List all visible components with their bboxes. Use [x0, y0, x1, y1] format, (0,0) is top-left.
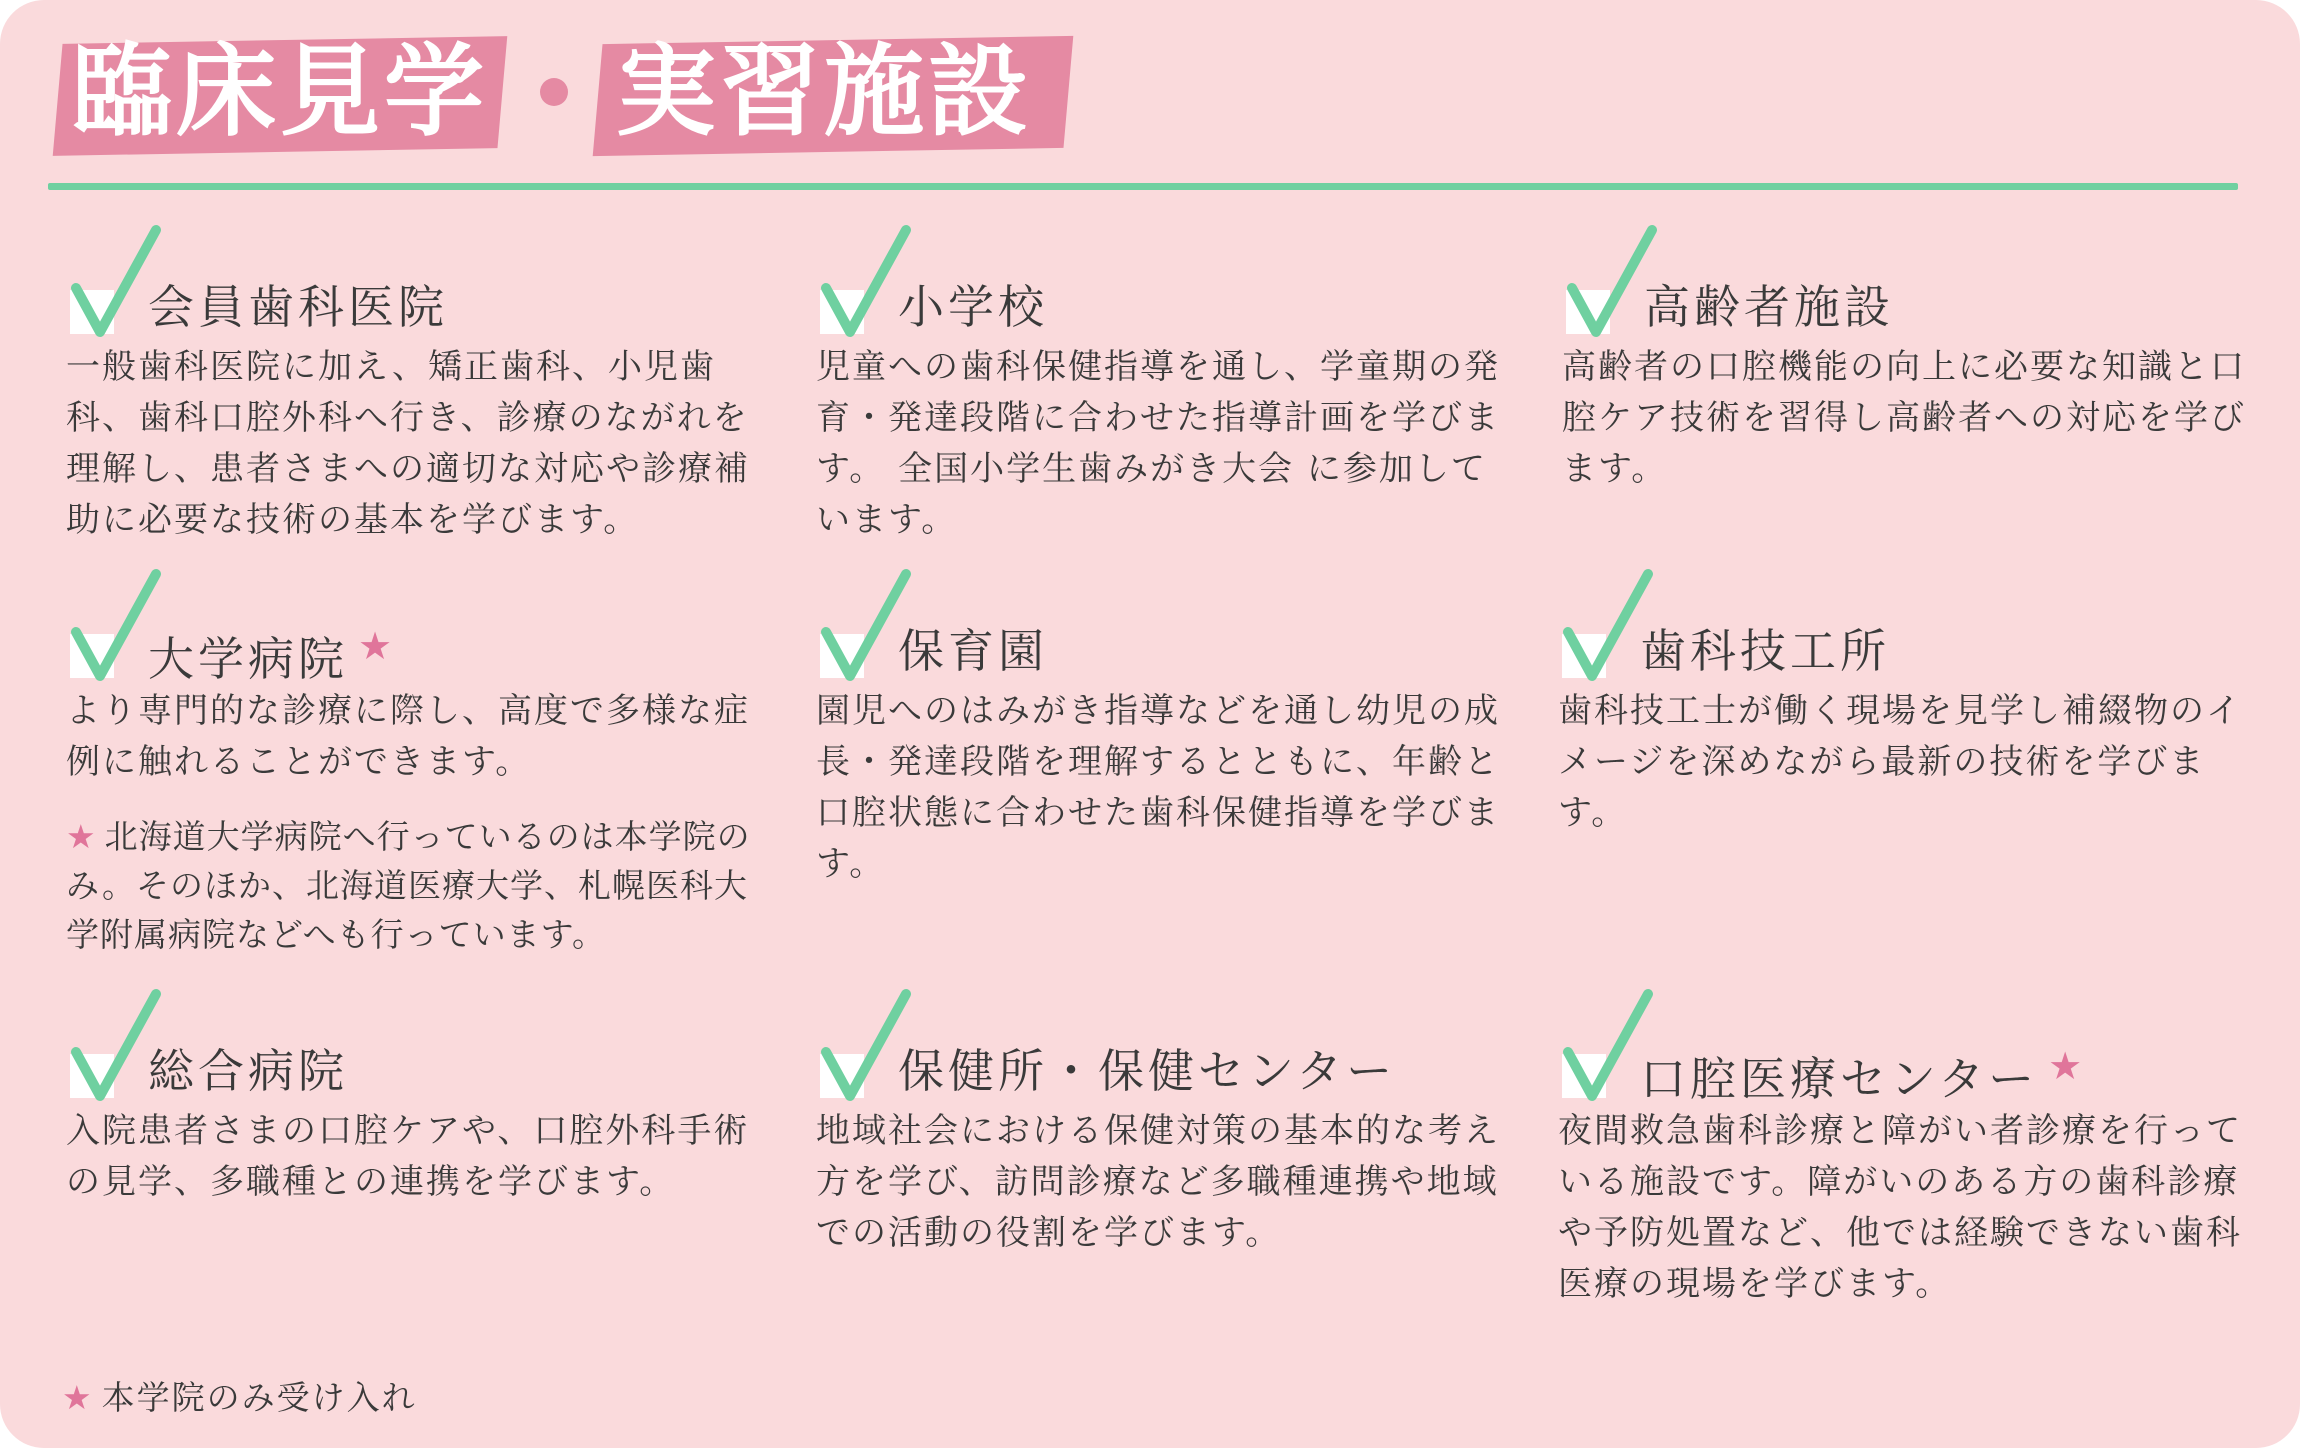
star-icon: ★ — [358, 624, 397, 668]
title-block-1 — [66, 33, 494, 150]
title-divider — [48, 183, 2238, 190]
facility-item-oral-medical-center — [1558, 986, 2248, 1310]
facility-item-dental-lab — [1558, 566, 2248, 839]
facility-description: 園児へのはみがき指導などを通し幼児の成長・発達段階を理解するとともに、年齢と口腔状態に合わせた歯科保健指導を学びます。 — [816, 691, 1500, 884]
facility-description: より専門的な診療に際し、高度で多様な症例に触れることができます。 — [66, 691, 750, 782]
facility-item-university-hospital — [66, 566, 756, 959]
star-icon: ★ — [66, 817, 97, 856]
facility-description: 一般歯科医院に加え、矯正歯科、小児歯科、歯科口腔外科へ行き、診療のながれを理解し、患者さまへの適切な対応や診療補助に必要な技術の基本を学びます。 — [66, 347, 750, 540]
facility-item-elderly-facility — [1562, 222, 2252, 495]
facility-title: 小学校 — [898, 280, 1048, 334]
title-part-2: 実習施設 — [616, 33, 1032, 150]
facility-description: 地域社会における保健対策の基本的な考え方を学び、訪問診療など多職種連携や地域での活動の役割を学びます。 — [816, 1111, 1500, 1253]
facility-description: 高齢者の口腔機能の向上に必要な知識と口腔ケア技術を習得し高齢者への対応を学びます。 — [1562, 347, 2246, 489]
facility-title: 保育園 — [898, 624, 1048, 678]
footer-legend — [62, 1372, 417, 1419]
facility-item-general-hospital — [66, 986, 756, 1208]
facility-description: 児童への歯科保健指導を通し、学童期の発育・発達段階に合わせた指導計画を学びます。 全国小学生歯みがき大会 に参加しています。 — [816, 347, 1500, 540]
facility-item-nursery — [816, 566, 1506, 890]
facility-title: 歯科技工所 — [1640, 624, 1890, 678]
facility-title: 総合病院 — [148, 1044, 348, 1098]
title-block-2 — [610, 33, 1038, 150]
facility-title: 高齢者施設 — [1644, 280, 1894, 334]
facility-title: 大学病院 ★ — [148, 624, 397, 686]
facility-item-health-center — [816, 986, 1506, 1259]
star-icon: ★ — [2048, 1044, 2087, 1088]
title-separator-dot — [540, 78, 568, 106]
facility-description: 夜間救急歯科診療と障がい者診療を行っている施設です。障がいのある方の歯科診療や予防処置など、他では経験できない歯科医療の現場を学びます。 — [1558, 1111, 2242, 1304]
facility-title: 会員歯科医院 — [148, 280, 448, 334]
facility-title: 口腔医療センター ★ — [1640, 1044, 2087, 1106]
page-title — [66, 33, 1038, 150]
facility-description: 入院患者さまの口腔ケアや、口腔外科手術の見学、多職種との連携を学びます。 — [66, 1111, 750, 1202]
facility-description: 歯科技工士が働く現場を見学し補綴物のイメージを深めながら最新の技術を学びます。 — [1558, 691, 2242, 833]
facility-item-dental-clinic — [66, 222, 756, 546]
star-icon: ★ — [62, 1378, 94, 1417]
footer-legend-text: 本学院のみ受け入れ — [101, 1378, 417, 1417]
facility-item-elementary-school — [816, 222, 1506, 546]
facility-note: ★ 北海道大学病院へ行っているのは本学院のみ。そのほか、北海道医療大学、札幌医科大学附属病院などへも行っています。 — [66, 817, 751, 954]
facility-title: 保健所・保健センター — [898, 1044, 1397, 1098]
title-part-1: 臨床見学 — [72, 33, 488, 150]
